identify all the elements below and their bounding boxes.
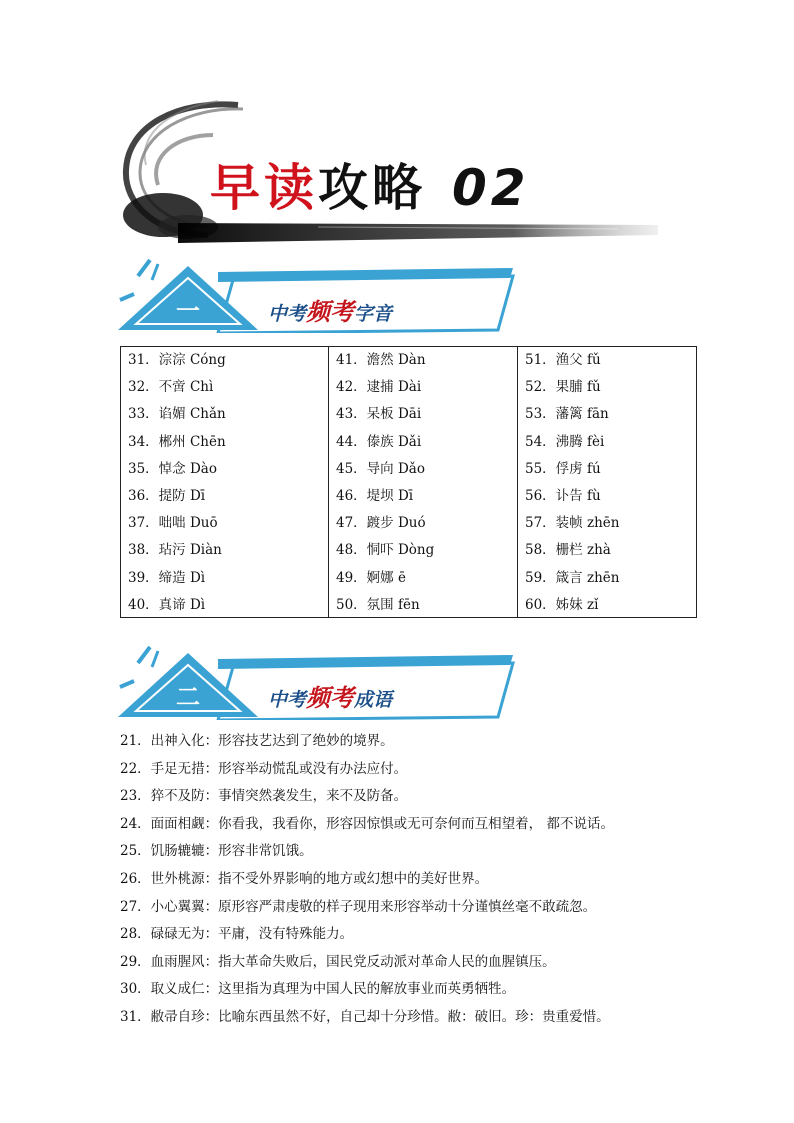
- table-cell: 44．傣族 Dǎi: [336, 433, 422, 450]
- table-cell: 34．郴州 Chēn: [128, 433, 226, 450]
- table-cell: 60．姊妹 zǐ: [525, 596, 599, 613]
- table-cell: 55．俘虏 fú: [525, 460, 601, 477]
- page-title: [210, 148, 530, 220]
- title-black-part: 攻略: [318, 158, 426, 217]
- table-cell: 37．咄咄 Duō: [128, 515, 218, 532]
- table-cell: 42．逮捕 Dài: [336, 379, 422, 396]
- list-item: 24．面面相觑：你看我，我看你，形容因惊惧或无可奈何而互相望着， 都不说话。: [120, 815, 614, 832]
- table-cell: 38．玷污 Diàn: [128, 542, 222, 559]
- list-item: 22．手足无措：形容举动慌乱或没有办法应付。: [120, 760, 408, 777]
- table-column: [517, 347, 696, 617]
- list-item: 28．碌碌无为：平庸，没有特殊能力。: [120, 926, 354, 943]
- list-item: 25．饥肠辘辘：形容非常饥饿。: [120, 843, 313, 860]
- section-title-highlight: 频考: [306, 683, 355, 712]
- idiom-list: [120, 728, 720, 1032]
- table-cell: 46．堤坝 Dī: [336, 487, 414, 504]
- title-number: 02: [452, 159, 530, 217]
- table-cell: 35．悼念 Dào: [128, 460, 217, 477]
- table-cell: 54．沸腾 fèi: [525, 433, 605, 450]
- list-item: 30．取义成仁：这里指为真理为中国人民的解放事业而英勇牺牲。: [120, 981, 516, 998]
- list-item: 31．敝帚自珍：比喻东西虽然不好，自己却十分珍惜。敝：破旧。珍：贵重爱惜。: [120, 1008, 610, 1025]
- table-cell: 50．氛围 fēn: [336, 596, 420, 613]
- title-red-part: 早读: [210, 158, 318, 217]
- table-cell: 51．渔父 fǔ: [525, 352, 601, 368]
- section-title-prefix: 中考: [268, 689, 307, 711]
- table-cell: 53．藩篱 fān: [525, 406, 609, 423]
- table-cell: 33．谄媚 Chǎn: [128, 406, 226, 423]
- table-cell: 57．装帧 zhēn: [525, 515, 620, 532]
- pronunciation-table: [120, 346, 697, 618]
- section-title-prefix: 中考: [268, 303, 307, 325]
- table-cell: 48．恫吓 Dòng: [336, 542, 435, 559]
- section-title-highlight: 频考: [306, 297, 355, 326]
- table-cell: 41．澹然 Dàn: [336, 352, 426, 368]
- section-number: 一: [176, 297, 200, 325]
- section-header-idioms: [118, 645, 518, 720]
- section-number: 二: [176, 683, 200, 711]
- table-cell: 56．讣告 fù: [525, 487, 601, 504]
- table-column: [121, 347, 328, 617]
- table-cell: 58．栅栏 zhà: [525, 542, 611, 559]
- section-title: [268, 292, 392, 327]
- table-cell: 49．婀娜 ē: [336, 569, 406, 586]
- table-column: [328, 347, 517, 617]
- table-cell: 52．果脯 fǔ: [525, 379, 601, 396]
- section-title-suffix: 成语: [354, 689, 393, 711]
- table-cell: 59．箴言 zhēn: [525, 569, 620, 586]
- section-title: [268, 678, 392, 713]
- list-item: 29．血雨腥风：指大革命失败后，国民党反动派对革命人民的血腥镇压。: [120, 953, 556, 970]
- table-cell: 36．提防 Dī: [128, 487, 206, 504]
- table-cell: 31．淙淙 Cóng: [128, 352, 226, 368]
- list-item: 27．小心翼翼：原形容严肃虔敬的样子现用来形容举动十分谨慎丝毫不敢疏忽。: [120, 898, 597, 915]
- table-cell: 32．不啻 Chì: [128, 379, 214, 396]
- table-cell: 39．缔造 Dì: [128, 569, 206, 586]
- section-title-suffix: 字音: [354, 303, 393, 325]
- list-item: 23．猝不及防：事情突然袭发生，来不及防备。: [120, 788, 408, 805]
- table-cell: 47．踱步 Duó: [336, 515, 426, 532]
- table-cell: 43．呆板 Dāi: [336, 406, 422, 423]
- list-item: 26．世外桃源：指不受外界影响的地方或幻想中的美好世界。: [120, 870, 489, 887]
- table-cell: 45．导向 Dǎo: [336, 460, 425, 477]
- list-item: 21．出神入化：形容技艺达到了绝妙的境界。: [120, 733, 394, 749]
- table-cell: 40．真谛 Dì: [128, 596, 206, 613]
- section-header-pronunciation: [118, 258, 518, 333]
